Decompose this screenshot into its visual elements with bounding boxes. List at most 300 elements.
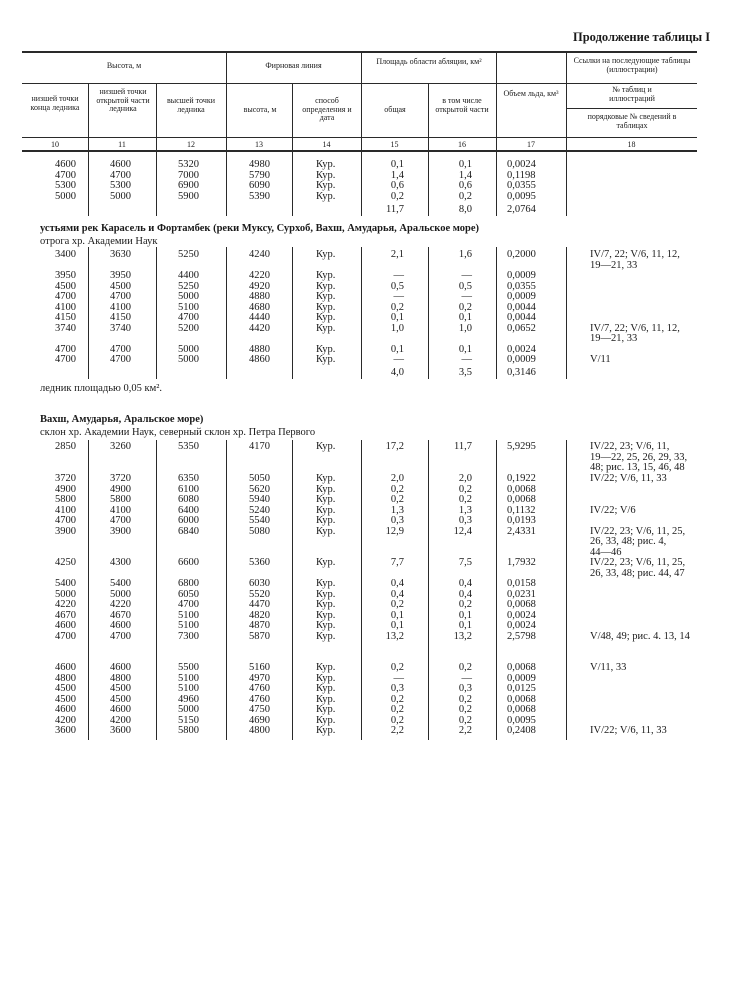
table-cell: 6030 [249,578,270,589]
group-refs-header: Ссылки на последующие таблицы (иллюстрации) [573,56,691,74]
table-cell: 48; рис. 13, 15, 46, 48 [590,462,685,473]
col-number: 12 [187,140,195,149]
table-cell: 0,4 [390,578,404,589]
table-cell: 5000 [178,704,199,715]
table-cell: 4750 [249,704,270,715]
table-cell: 0,0193 [507,515,536,526]
column-divider [156,247,157,379]
table-cell: 4700 [178,312,199,323]
table-cell: 7,5 [458,557,472,568]
table-cell: — [461,291,472,302]
table-cell: 5000 [178,354,199,365]
table-cell: 5240 [249,504,270,516]
table-cell: 0,2 [458,301,472,313]
table-cell: 4500 [55,693,76,705]
table-cell: 0,6 [390,180,404,191]
table-cell: 4100 [55,504,76,516]
table-cell: 4220 [249,270,270,281]
table-cell: Кур. [316,249,336,260]
table-cell: 2,2 [458,725,472,736]
table-cell: 0,0024 [507,609,536,621]
col11-header: низшей точки открытой части ледника [96,87,150,113]
table-cell: 4600 [110,620,131,631]
column-divider [428,152,429,216]
table-cell: IV/7, 22; V/6, 11, 12, [590,322,680,334]
table-cell: 4220 [55,599,76,610]
table-cell: 7300 [178,630,199,642]
table-cell: 4600 [55,662,76,673]
table-cell: 0,0068 [507,693,536,705]
table-cell: 2,0 [390,473,404,484]
table-cell: 0,1 [390,312,404,323]
table-cell: 4100 [55,301,76,313]
table-cell: 13,2 [453,630,472,642]
table-cell: 4400 [178,270,199,281]
table-cell: 0,3 [390,683,404,694]
table-cell: Кур. [316,578,336,589]
table-cell: Кур. [316,662,336,673]
table-cell: Кур. [316,609,336,621]
table-cell: 4870 [249,620,270,631]
table-cell: 4970 [249,672,270,684]
table-cell: 0,0095 [507,714,536,726]
table-cell: 0,0231 [507,588,536,600]
table-cell: Кур. [316,473,336,484]
table-cell: IV/22; V/6 [590,504,636,516]
table-cell: 4300 [110,557,131,568]
table-cell: 4150 [110,312,131,323]
table-cell: IV/22; V/6, 11, 33 [590,725,667,736]
col14-header: способ определения и дата [302,96,352,122]
col-number: 14 [322,140,331,149]
table-cell: 4700 [110,169,131,181]
table-cell: 0,2 [458,599,472,610]
table-cell: 6050 [178,588,199,600]
col-number: 18 [627,140,636,149]
table-cell: 4860 [249,354,270,365]
table-cell: 4800 [249,725,270,736]
table-cell: 4700 [55,169,76,181]
table-cell: 4700 [110,291,131,302]
table-cell: 4690 [249,714,270,726]
table-cell: 5000 [55,588,76,600]
table-cell: Кур. [316,190,336,202]
section-subtitle-1: отрога хр. Академии Наук [40,236,158,247]
table-cell: 0,1 [390,609,404,621]
table-cell: 5160 [249,662,270,673]
table-cell: 4800 [110,672,131,684]
table-cell: 6000 [178,515,199,526]
table-cell: 4240 [249,249,270,260]
table-cell: 6100 [178,483,199,495]
table-cell: Кур. [316,494,336,505]
table-cell: 4960 [178,693,199,705]
header-vline [566,51,567,150]
table-cell: Кур. [316,620,336,631]
table-cell: 19—21, 33 [590,259,638,271]
table-cell: 0,1 [458,312,472,323]
header-top-rule [22,51,697,53]
table-cell: 11,7 [454,441,472,452]
col15-header: общая [384,105,406,114]
column-divider [156,440,157,740]
column-divider [361,247,362,379]
table-cell: 2,0 [458,473,472,484]
table-cell: 4600 [55,159,76,170]
column-divider [88,440,89,740]
table-cell: 0,3 [458,683,472,694]
table-cell: 4600 [110,662,131,673]
table-cell: IV/22, 23; V/6, 11, 25, [590,557,686,568]
col10-header: низшей точки конца ледника [30,94,80,112]
table-cell: 0,2 [390,693,404,705]
table-cell: 4700 [178,599,199,610]
table-cell: 8,0 [458,204,472,215]
table-cell: 4760 [249,683,270,694]
table-cell: 0,0068 [507,662,536,673]
header-numbers-rule [22,137,697,138]
table-cell: 0,0652 [507,322,536,334]
table-cell: 5100 [178,301,199,313]
header-vline [496,51,497,150]
table-cell: 0,5 [458,280,472,292]
table-cell: 5800 [55,494,76,505]
table-cell: Кур. [316,301,336,313]
table-cell: 3260 [110,441,131,452]
table-cell: 4500 [110,280,131,292]
column-divider [226,247,227,379]
table-cell: 0,2 [390,190,404,202]
table-cell: 5100 [178,672,199,684]
table-cell: 4,0 [390,367,404,378]
column-divider [428,440,429,740]
table-cell: 3600 [110,725,131,736]
table-caption: Продолжение таблицы I [573,30,711,44]
table-cell: 4880 [249,291,270,302]
table-cell: 5400 [110,578,131,589]
table-cell: 5940 [249,494,270,505]
section-subtitle-2: склон хр. Академии Наук, северный склон хр. Петра Первого [40,427,316,438]
table-cell: 19—22, 25, 26, 29, 33, [590,451,688,463]
table-cell: IV/7, 22; V/6, 11, 12, [590,249,680,260]
table-cell: 5000 [55,190,76,202]
table-cell: Кур. [316,525,336,537]
col-number: 16 [458,140,466,149]
table-cell: 4100 [110,301,131,313]
table-cell: 5900 [178,190,199,202]
table-cell: 5320 [178,159,199,170]
table-cell: 4820 [249,609,270,621]
table-cell: 0,0024 [507,343,536,355]
table-cell: 4170 [249,441,270,452]
col-number: 10 [51,140,59,149]
table-cell: 1,4 [390,169,404,181]
table-cell: 1,7932 [507,557,536,568]
group-height-header: Высота, м [106,61,142,70]
table-cell: — [461,354,472,365]
table-cell: — [393,291,404,302]
table-cell: 4150 [55,312,76,323]
table-cell: 4500 [55,280,76,292]
table-cell: 5150 [178,714,199,726]
table-cell: 1,3 [458,504,472,516]
table-cell: 0,1198 [507,169,536,181]
table-cell: 4920 [249,280,270,292]
table-cell: 6090 [249,180,270,191]
table-cell: 0,2 [390,599,404,610]
column-divider [226,440,227,740]
table-cell: 26, 33, 48; рис. 44, 47 [590,567,685,579]
table-cell: 0,0355 [507,280,536,292]
table-cell: 5390 [249,190,270,202]
table-cell: 0,3 [458,515,472,526]
table-cell: 3900 [55,525,76,537]
table-cell: 5300 [110,180,131,191]
table-cell: Кур. [316,630,336,642]
table-cell: 0,2 [390,704,404,715]
table-cell: 0,0009 [507,270,536,281]
table-cell: 3720 [55,473,76,484]
table-cell: 0,0095 [507,190,536,202]
table-cell: 3740 [110,322,131,334]
col-number: 15 [390,140,399,149]
column-divider [226,152,227,216]
table-cell: 0,1 [458,159,472,170]
table-cell: IV/22, 23; V/6, 11, [590,441,670,452]
table-cell: 0,0068 [507,599,536,610]
column-divider [88,247,89,379]
table-cell: 4700 [55,354,76,365]
table-cell: 0,2 [458,494,472,505]
column-divider [88,152,89,216]
column-divider [292,440,293,740]
table-cell: 5800 [178,725,199,736]
table-cell: 5000 [110,190,131,202]
table-cell: 2850 [55,441,76,452]
table-cell: 0,1132 [507,504,536,516]
table-cell: 0,1 [390,343,404,355]
table-cell: 7,7 [390,557,404,568]
table-cell: Кур. [316,515,336,526]
table-cell: 1,3 [390,504,404,516]
table-cell: 0,2 [458,662,472,673]
table-cell: Кур. [316,291,336,302]
table-cell: 4900 [110,483,131,495]
table-cell: 0,2 [390,662,404,673]
table-cell: 5800 [110,494,131,505]
col13-header: высота, м [243,105,277,114]
table-cell: 5500 [178,662,199,673]
col-number: 17 [527,140,535,149]
section-title-1: устьями рек Карасель и Фортамбек (реки Муксу, Сурхоб, Вахш, Амударья, Аральское море) [40,223,480,234]
table-cell: 5100 [178,620,199,631]
table-cell: 3740 [55,322,76,334]
group-ablation-header: Площадь области абляции, км² [376,57,482,66]
table-cell: Кур. [316,599,336,610]
table-cell: Кур. [316,312,336,323]
table-cell: 4220 [110,599,131,610]
table-cell: 2,1 [390,249,404,260]
table-cell: 4600 [55,704,76,715]
table-cell: 0,2 [458,190,472,202]
table-cell: 4500 [110,683,131,694]
table-cell: 5350 [178,441,199,452]
table-cell: 0,0158 [507,578,536,589]
table-cell: 4700 [110,515,131,526]
table-cell: 4700 [110,343,131,355]
table-cell: 3950 [55,270,76,281]
table-cell: 4700 [55,630,76,642]
table-cell: 4670 [110,609,131,621]
table-cell: — [461,672,472,684]
column-divider [496,152,497,216]
table-cell: 0,2 [390,714,404,726]
section-title-2: Вахш, Амударья, Аральское море) [40,414,204,425]
table-cell: Кур. [316,672,336,684]
table-cell: 1,0 [390,322,404,334]
table-cell: 5100 [178,609,199,621]
table-cell: 5620 [249,483,270,495]
table-cell: 0,1 [458,620,472,631]
table-cell: 0,5 [390,280,404,292]
table-cell: Кур. [316,588,336,600]
column-divider [566,440,567,740]
column-divider [292,152,293,216]
table-cell: 5000 [178,291,199,302]
col12-header: высшей точки ледника [166,96,216,114]
table-cell: 0,2 [458,693,472,705]
table-cell: Кур. [316,180,336,191]
column-divider [361,440,362,740]
table-cell: 0,0024 [507,620,536,631]
column-divider [428,247,429,379]
table-cell: 5050 [249,473,270,484]
table-cell: 6400 [178,504,199,516]
table-cell: 3900 [110,525,131,537]
table-cell: 26, 33, 48; рис. 4, [590,536,667,547]
table-cell: 0,0024 [507,159,536,170]
table-cell: 2,2 [390,725,404,736]
table-cell: — [461,270,472,281]
table-cell: Кур. [316,683,336,694]
table-cell: 4500 [110,693,131,705]
table-cell: 0,0355 [507,180,536,191]
table-cell: 0,2 [458,483,472,495]
table-cell: 6350 [178,473,199,484]
table-cell: 3400 [55,249,76,260]
table-cell: IV/22; V/6, 11, 33 [590,473,667,484]
table-cell: 11,7 [386,204,404,215]
table-cell: 0,4 [390,588,404,600]
table-cell: — [393,270,404,281]
table-cell: — [393,354,404,365]
section-note: ледник площадью 0,05 км². [40,383,163,394]
table-cell: 5870 [249,630,270,642]
table-cell: 3,5 [458,367,472,378]
table-cell: 4900 [55,483,76,495]
table-cell: 0,6 [458,180,472,191]
table-cell: 4760 [249,693,270,705]
table-cell: 0,0044 [507,312,536,323]
column-divider [496,440,497,740]
col-number: 13 [255,140,263,149]
column-divider [566,247,567,379]
table-cell: 4700 [55,291,76,302]
table-cell: 0,0009 [507,291,536,302]
table-cell: 0,0009 [507,354,536,365]
table-cell: 3720 [110,473,131,484]
column-divider [566,152,567,216]
table-cell: 0,1922 [507,473,536,484]
table-cell: 12,4 [453,525,472,537]
table-cell: 1,4 [458,169,472,181]
table-cell: Кур. [316,693,336,705]
table-cell: 6840 [178,525,199,537]
table-cell: 0,1 [458,609,472,621]
table-cell: 5360 [249,557,270,568]
table-cell: 0,1 [390,620,404,631]
table-cell: 3600 [55,725,76,736]
table-cell: Кур. [316,169,336,181]
table-cell: 4700 [55,343,76,355]
table-cell: 5300 [55,180,76,191]
group-firn-header: Фирновая линия [265,61,322,70]
ice-volume-header: Объем льда, км³ [503,89,559,98]
table-cell: 5250 [178,249,199,260]
table-cell: 6800 [178,578,199,589]
table-cell: 4100 [110,504,131,516]
table-cell: 5250 [178,280,199,292]
table-cell: Кур. [316,159,336,170]
table-cell: 4670 [55,609,76,621]
table-cell: 0,2 [390,301,404,313]
table-cell: 0,0125 [507,683,536,694]
table-cell: Кур. [316,280,336,292]
table-cell: 44—46 [590,546,622,558]
table-cell: 4700 [55,515,76,526]
table-cell: 4700 [110,630,131,642]
table-cell: 5520 [249,588,270,600]
table-cell: 2,4331 [507,525,536,537]
table-cell: 4600 [110,159,131,170]
table-cell: V/11 [590,354,611,365]
column-divider [292,247,293,379]
table-cell: 6900 [178,180,199,191]
col16-header: в том числе открытой части [435,96,489,114]
table-cell: 4700 [110,354,131,365]
table-cell: 5100 [178,683,199,694]
table-cell: 17,2 [385,441,404,452]
table-cell: — [393,672,404,684]
table-cell: 0,3 [390,515,404,526]
table-cell: 3950 [110,270,131,281]
table-cell: 0,1 [390,159,404,170]
table-cell: Кур. [316,270,336,281]
table-cell: 0,2 [458,704,472,715]
table-cell: 5000 [110,588,131,600]
table-cell: 5000 [178,343,199,355]
table-cell: 13,2 [385,630,404,642]
table-cell: Кур. [316,322,336,334]
table-cell: 0,0009 [507,672,536,684]
table-cell: 0,4 [458,578,472,589]
table-cell: 4800 [55,672,76,684]
table-cell: 0,2 [390,494,404,505]
col18a-header: № таблиц и иллюстраций [609,85,655,103]
table-cell: 6080 [178,494,199,505]
table-cell: 4470 [249,599,270,610]
col-number: 11 [118,140,126,149]
